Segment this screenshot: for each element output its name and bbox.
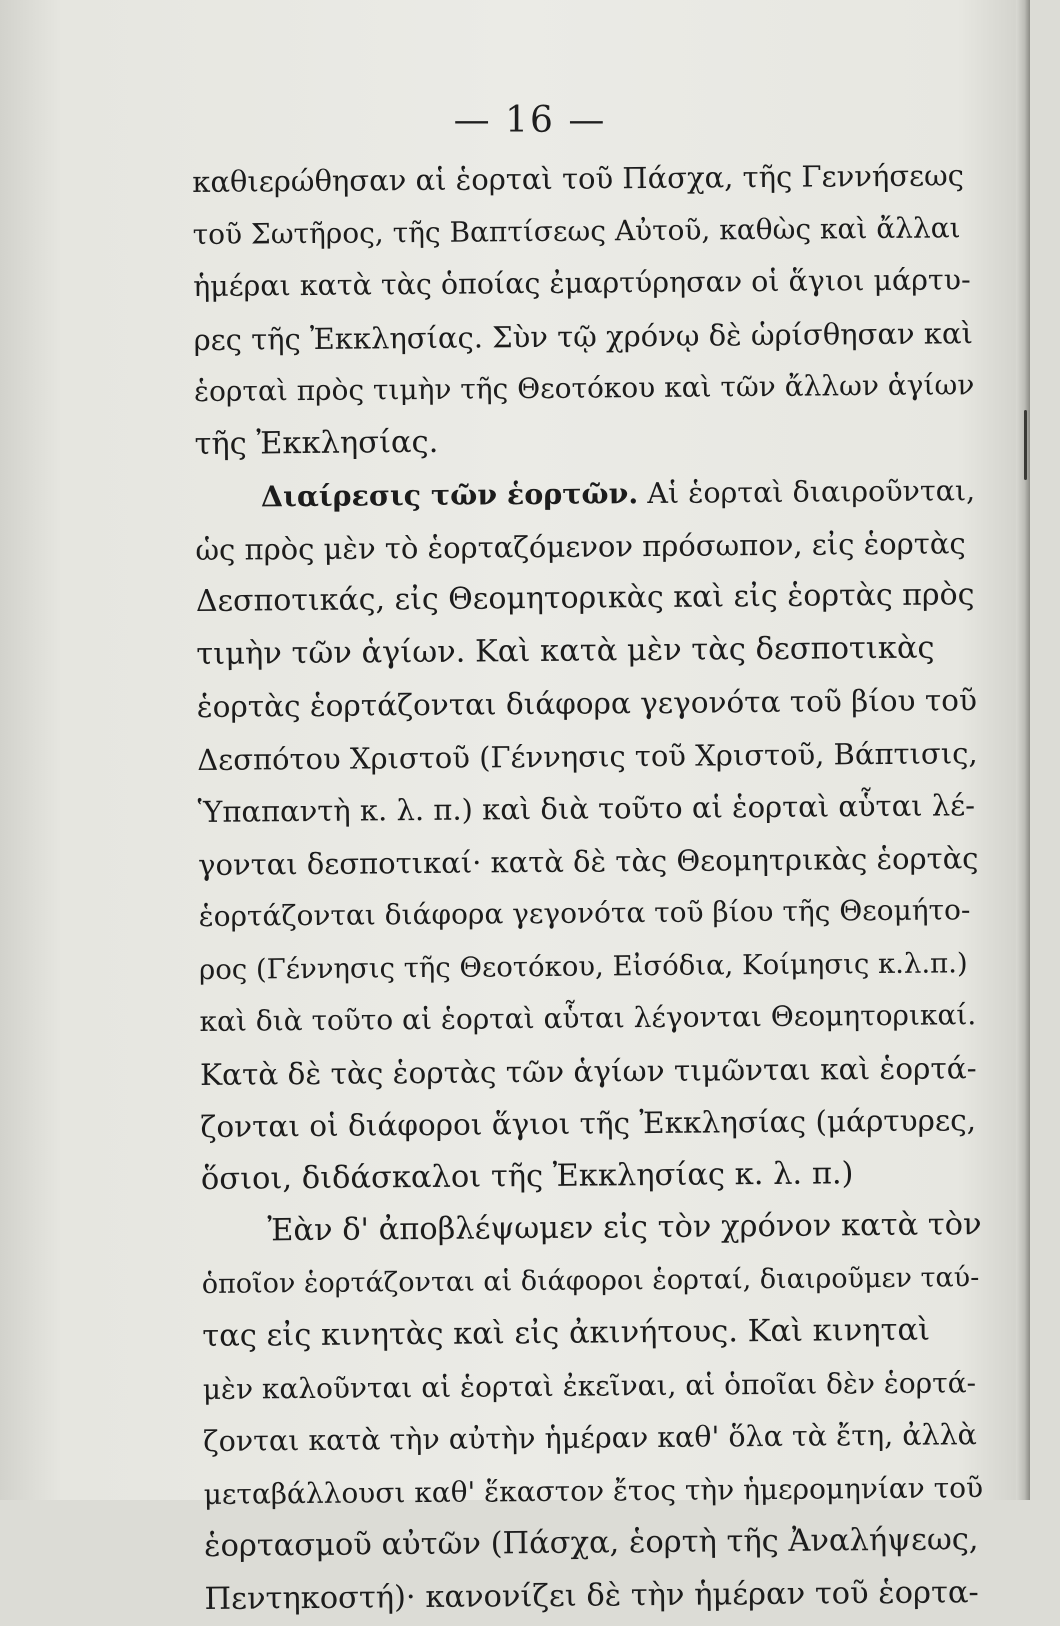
text-line: ὁποῖον ἑορτάζονται αἱ διάφοροι ἑορταί, διαιροῦμεν ταύ- — [201, 1261, 980, 1300]
text-line: γονται δεσποτικαί· κατὰ δὲ τὰς Θεομητρικὰς ἑορτὰς — [198, 840, 979, 882]
page-edge-shadow — [1016, 0, 1030, 1500]
binding-mark — [1024, 410, 1027, 480]
body-text — [192, 149, 985, 1626]
text-line: ἑορτασμοῦ αὐτῶν (Πάσχα, ἑορτὴ τῆς Ἀναλήψεως, — [203, 1522, 979, 1564]
page-number: — 16 — — [453, 100, 607, 141]
text-line: τοῦ Σωτῆρος, τῆς Βαπτίσεως Αὐτοῦ, καθὼς καὶ ἄλλαι — [192, 210, 961, 251]
text-line: καθιερώθησαν αἱ ἑορταὶ τοῦ Πάσχα, τῆς Γεννήσεως — [192, 158, 965, 199]
text-line: μὲν καλοῦνται αἱ ἑορταὶ ἐκεῖναι, αἱ ὁποῖαι δὲν ἑορτά- — [202, 1365, 977, 1406]
text-line: Κατὰ δὲ τὰς ἑορτὰς τῶν ἁγίων τιμῶνται καὶ ἑορτά- — [199, 1050, 977, 1092]
text-line: Δεσπότου Χριστοῦ (Γέννησις τοῦ Χριστοῦ, Βάπτισις, — [197, 735, 978, 777]
text-line: Πεντηκοστή)· κανονίζει δὲ τὴν ἡμέραν τοῦ ἑορτα- — [204, 1574, 979, 1617]
text-line: ζονται κατὰ τὴν αὐτὴν ἡμέραν καθ' ὅλα τὰ ἔτη, ἀλλὰ — [203, 1418, 978, 1458]
text-line: Ὑπαπαντὴ κ. λ. π.) καὶ διὰ τοῦτο αἱ ἑορταὶ αὗται λέ- — [197, 788, 976, 829]
text-line: μεταβάλλουσι καθ' ἕκαστον ἔτος τὴν ἡμερομηνίαν τοῦ — [203, 1470, 984, 1511]
text-line: ζονται οἱ διάφοροι ἅγιοι τῆς Ἐκκλησίας (μάρτυρες, — [200, 1103, 977, 1144]
section-heading: Διαίρεσις τῶν ἑορτῶν. — [260, 476, 639, 514]
text-line: ὅσιοι, διδάσκαλοι τῆς Ἐκκλησίας κ. λ. π.) — [200, 1155, 854, 1197]
paragraph-start-line: Ἐὰν δ' ἀποβλέψωμεν εἰς τὸν χρόνον κατὰ τὸν — [267, 1207, 982, 1249]
text-line: ἑορτάζονται διάφορα γεγονότα τοῦ βίου τῆς Θεομήτο- — [198, 893, 971, 933]
text-line: ἡμέραι κατὰ τὰς ὁποίας ἐμαρτύρησαν οἱ ἅγιοι μάρτυ- — [192, 263, 971, 303]
text-line: τιμὴν τῶν ἁγίων. Καὶ κατὰ μὲν τὰς δεσποτικὰς — [196, 630, 935, 672]
text-line: ρες τῆς Ἐκκλησίας. Σὺν τῷ χρόνῳ δὲ ὡρίσθησαν καὶ — [193, 315, 974, 357]
text-line: ρος (Γέννησις τῆς Θεοτόκου, Εἰσόδια, Κοίμησις κ.λ.π.) — [198, 946, 968, 986]
text-line: ἑορταὶ πρὸς τιμὴν τῆς Θεοτόκου καὶ τῶν ἄλλων ἁγίων — [193, 368, 975, 408]
text-line: ἑορτὰς ἑορτάζονται διάφορα γεγονότα τοῦ βίου τοῦ — [196, 683, 978, 724]
text-line: τῆς Ἐκκλησίας. — [194, 424, 439, 462]
section-heading-line: Διαίρεσις τῶν ἑορτῶν. Αἱ ἑορταὶ διαιροῦνται, — [260, 474, 976, 514]
text-line: καὶ διὰ τοῦτο αἱ ἑορταὶ αὗται λέγονται Θεομητορικαί. — [199, 998, 977, 1038]
text-line: τας εἰς κινητὰς καὶ εἰς ἀκινήτους. Καὶ κινηταὶ — [202, 1312, 931, 1354]
text-line: Δεσποτικάς, εἰς Θεομητορικὰς καὶ εἰς ἑορτὰς πρὸς — [195, 577, 975, 619]
text-line: ὡς πρὸς μὲν τὸ ἑορταζόμενον πρόσωπον, εἰς ἑορτὰς — [195, 525, 966, 567]
